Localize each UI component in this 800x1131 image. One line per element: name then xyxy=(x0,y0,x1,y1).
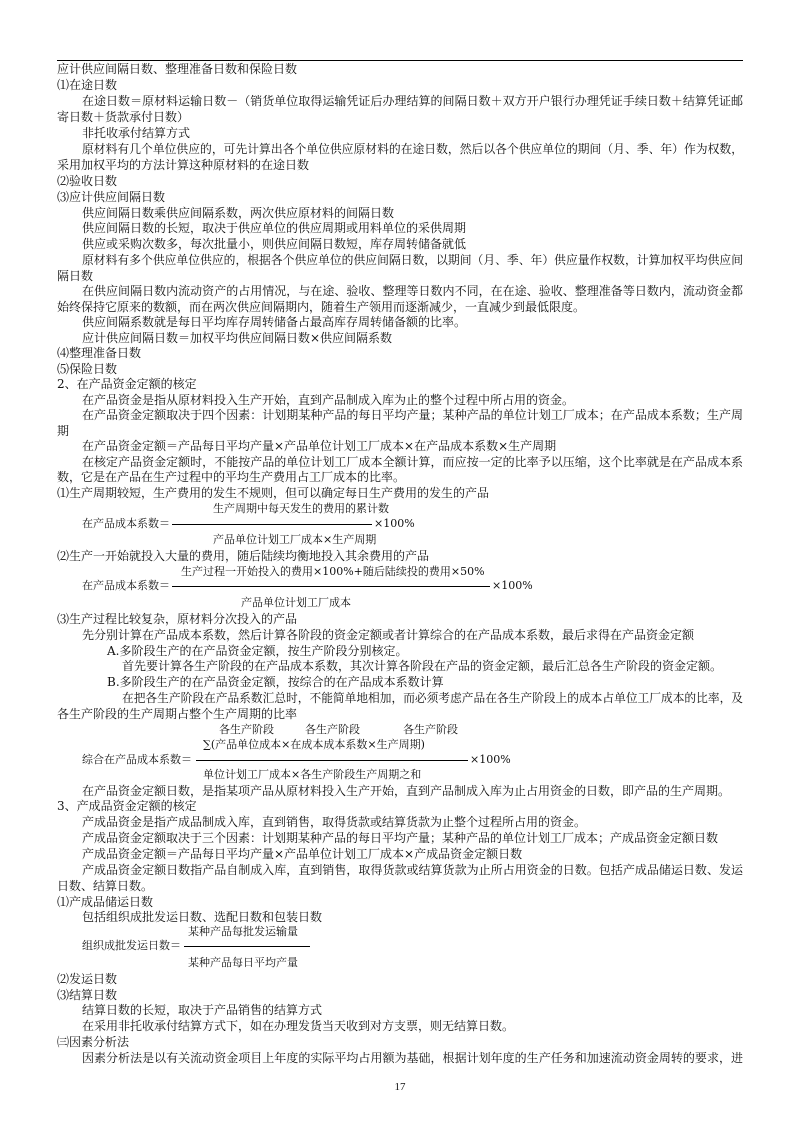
paragraph-line: 包括组织成批发运日数、选配日数和包装日数 xyxy=(82,910,323,924)
subsection-heading: ⑶应计供应间隔日数 xyxy=(57,190,166,204)
fraction-2-multiplier: ×100% xyxy=(492,579,533,592)
subsection-heading: ⑷整理准备日数 xyxy=(57,346,142,360)
paragraph-line: 在把各生产阶段在产品系数汇总时，不能简单地相加，而必须考虑产品在各生产阶段上的成本占单位工厂成本的比率，及 xyxy=(122,691,743,705)
paragraph-line: 非托收承付结算方式 xyxy=(82,126,191,140)
paragraph-line: 原材料有几个单位供应的，可先计算出各个单位供应原材料的在途日数，然后以各个供应单位的期间（月、季、年）作为权数， xyxy=(82,142,743,156)
fraction-3-sub-label: 各生产阶段 xyxy=(403,723,458,736)
section-heading: 2、在产品资金定额的核定 xyxy=(57,377,197,391)
paragraph-line: 在核定产品资金定额时，不能按产品的单位计划工厂成本全额计算，而应按一定的比率予以压缩，这个比率就是在产品成本系 xyxy=(82,455,743,469)
list-item-line: B.多阶段生产的在产品资金定额，按综合的在产品成本系数计算 xyxy=(107,675,444,689)
paragraph-line: 数，它是在产品在生产过程中的平均生产费用占工厂成本的比率。 xyxy=(57,470,406,484)
formula-line: 在途日数＝原材料运输日数－（销货单位取得运输凭证后办理结算的间隔日数＋双方开户银行办理凭证手续日数＋结算凭证邮 xyxy=(82,94,743,108)
fraction-4-bar xyxy=(184,946,310,947)
subsection-heading: ⑴在途日数 xyxy=(57,78,118,92)
formula-line: 寄日数＋货款承付日数） xyxy=(57,110,190,124)
formula-line: 产成品资金定额＝产品每日平均产量×产品单位计划工厂成本×产成品资金定额日数 xyxy=(82,847,523,861)
subsection-heading: ⑴生产周期较短，生产费用的发生不规则，但可以确定每日生产费用的发生的产品 xyxy=(57,486,490,500)
paragraph-line: 在采用非托收承付结算方式下，如在办理发货当天收到对方支票，则无结算日数。 xyxy=(82,1019,515,1033)
paragraph-line: 始终保持它原来的数额，而在两次供应间隔期内，随着生产领用而逐渐减少，一直减少到最低限度。 xyxy=(57,300,586,314)
fraction-3-sub-label: 各生产阶段 xyxy=(219,723,274,736)
paragraph-line: 产成品资金定额取决于三个因素：计划期某种产品的每日平均产量；某种产品的单位计划工厂成本；产成品资金定额日数 xyxy=(82,831,719,845)
fraction-1-label: 在产品成本系数＝ xyxy=(82,517,170,530)
section-heading: ㈢因素分析法 xyxy=(57,1035,130,1049)
fraction-4-numerator: 某种产品每批发运输量 xyxy=(188,925,298,938)
subsection-heading: ⑶结算日数 xyxy=(57,988,118,1002)
fraction-4-label: 组织成批发运日数＝ xyxy=(82,939,181,952)
paragraph-line: 首先要计算各生产阶段的在产品成本系数，其次计算各阶段在产品的资金定额，最后汇总各生产阶段的资金定额。 xyxy=(122,659,723,673)
paragraph-line: 产成品资金定额日数指产品自制成入库，直到销售，取得货款或结算货款为止所占用资金的日数。包括产成品储运日数、发运 xyxy=(82,863,743,877)
subsection-heading: ⑸保险日数 xyxy=(57,362,118,376)
fraction-3-numerator: ∑(产品单位成本×在成本成本系数×生产周期) xyxy=(203,738,425,751)
paragraph-line: 在供应间隔日数内流动资产的占用情况，与在途、验收、整理等日数内不同，在在途、验收、整理准备等日数内，流动资金都 xyxy=(82,284,743,298)
fraction-1-denominator: 产品单位计划工厂成本×生产周期 xyxy=(213,533,377,546)
fraction-3-label: 综合在产品成本系数＝ xyxy=(82,753,192,766)
paragraph-line: 先分别计算在产品成本系数，然后计算各阶段的资金定额或者计算综合的在产品成本系数，最后求得在产品资金定额 xyxy=(82,628,695,642)
fraction-2-bar xyxy=(172,586,490,587)
fraction-3-sub-label: 各生产阶段 xyxy=(305,723,360,736)
paragraph-line: 原材料有多个供应单位供应的，根据各个供应单位的供应间隔日数，以期间（月、季、年）供应量作权数，计算加权平均供应间 xyxy=(82,253,743,267)
fraction-1-numerator: 生产周期中每天发生的费用的累计数 xyxy=(213,502,389,515)
subsection-heading: ⑵验收日数 xyxy=(57,174,118,188)
list-item-line: A.多阶段生产的在产品资金定额，按生产阶段分别核定。 xyxy=(107,644,408,658)
formula-line: 在产品资金定额＝产品每日平均产量×产品单位计划工厂成本×在产品成本系数×生产周期 xyxy=(82,439,557,453)
subsection-heading: ⑴产成品储运日数 xyxy=(57,895,154,909)
section-heading: 3、产成品资金定额的核定 xyxy=(57,799,197,813)
paragraph-line: 供应间隔系数就是每日平均库存周转储备占最高库存周转储备额的比率。 xyxy=(82,315,467,329)
fraction-2-numerator: 生产过程一开始投入的费用×100%+随后陆续投的费用×50% xyxy=(181,565,485,578)
fraction-1-bar xyxy=(172,524,372,525)
paragraph-line: 采用加权平均的方法计算这种原材料的在途日数 xyxy=(57,158,310,172)
fraction-1-multiplier: ×100% xyxy=(374,517,415,530)
paragraph-line: 因素分析法是以有关流动资金项目上年度的实际平均占用额为基础，根据计划年度的生产任务和加速流动资金周转的要求，进 xyxy=(82,1051,743,1065)
fraction-3-bar xyxy=(196,760,468,761)
heading-line: 应计供应间隔日数、整理准备日数和保险日数 xyxy=(57,62,298,76)
page-number: 17 xyxy=(394,1081,406,1093)
fraction-3-denominator: 单位计划工厂成本×各生产阶段生产周期之和 xyxy=(203,768,422,781)
paragraph-line: 结算日数的长短，取决于产品销售的结算方式 xyxy=(82,1003,323,1017)
fraction-4-denominator: 某种产品每日平均产量 xyxy=(188,956,298,969)
paragraph-line: 供应间隔日数的长短，取决于供应单位的供应周期或用料单位的采供周期 xyxy=(82,221,467,235)
paragraph-line: 期 xyxy=(57,424,70,438)
paragraph-line: 在产品资金是指从原材料投入生产开始，直到产品制成入库为止的整个过程中所占用的资金。 xyxy=(82,393,575,407)
fraction-2-denominator: 产品单位计划工厂成本 xyxy=(241,596,351,609)
paragraph-line: 供应或采购次数多，每次批量小，则供应间隔日数短，库存周转储备就低 xyxy=(82,237,467,251)
paragraph-line: 供应间隔日数乘供应间隔系数，两次供应原材料的间隔日数 xyxy=(82,206,395,220)
fraction-3-multiplier: ×100% xyxy=(470,753,511,766)
subsection-heading: ⑵发运日数 xyxy=(57,972,118,986)
paragraph-line: 产成品资金是指产成品制成入库，直到销售，取得货款或结算货款为止整个过程所占用的资金。 xyxy=(82,815,587,829)
paragraph-line: 各生产阶段的生产周期占整个生产周期的比率 xyxy=(57,707,298,721)
paragraph-line: 隔日数 xyxy=(57,269,94,283)
fraction-2-label: 在产品成本系数＝ xyxy=(82,579,170,592)
paragraph-line: 在产品资金定额取决于四个因素：计划期某种产品的每日平均产量；某种产品的单位计划工厂成本；在产品成本系数；生产周 xyxy=(82,408,743,422)
subsection-heading: ⑶生产过程比较复杂，原材料分次投入的产品 xyxy=(57,612,298,626)
formula-line: 应计供应间隔日数＝加权平均供应间隔日数×供应间隔系数 xyxy=(82,331,393,345)
paragraph-line: 在产品资金定额日数，是指某项产品从原材料投入生产开始，直到产品制成入库为止占用资金的日数，即产品的生产周期。 xyxy=(82,784,731,798)
subsection-heading: ⑵生产一开始就投入大量的费用，随后陆续均衡地投入其余费用的产品 xyxy=(57,549,430,563)
paragraph-line: 日数、结算日数。 xyxy=(57,879,154,893)
